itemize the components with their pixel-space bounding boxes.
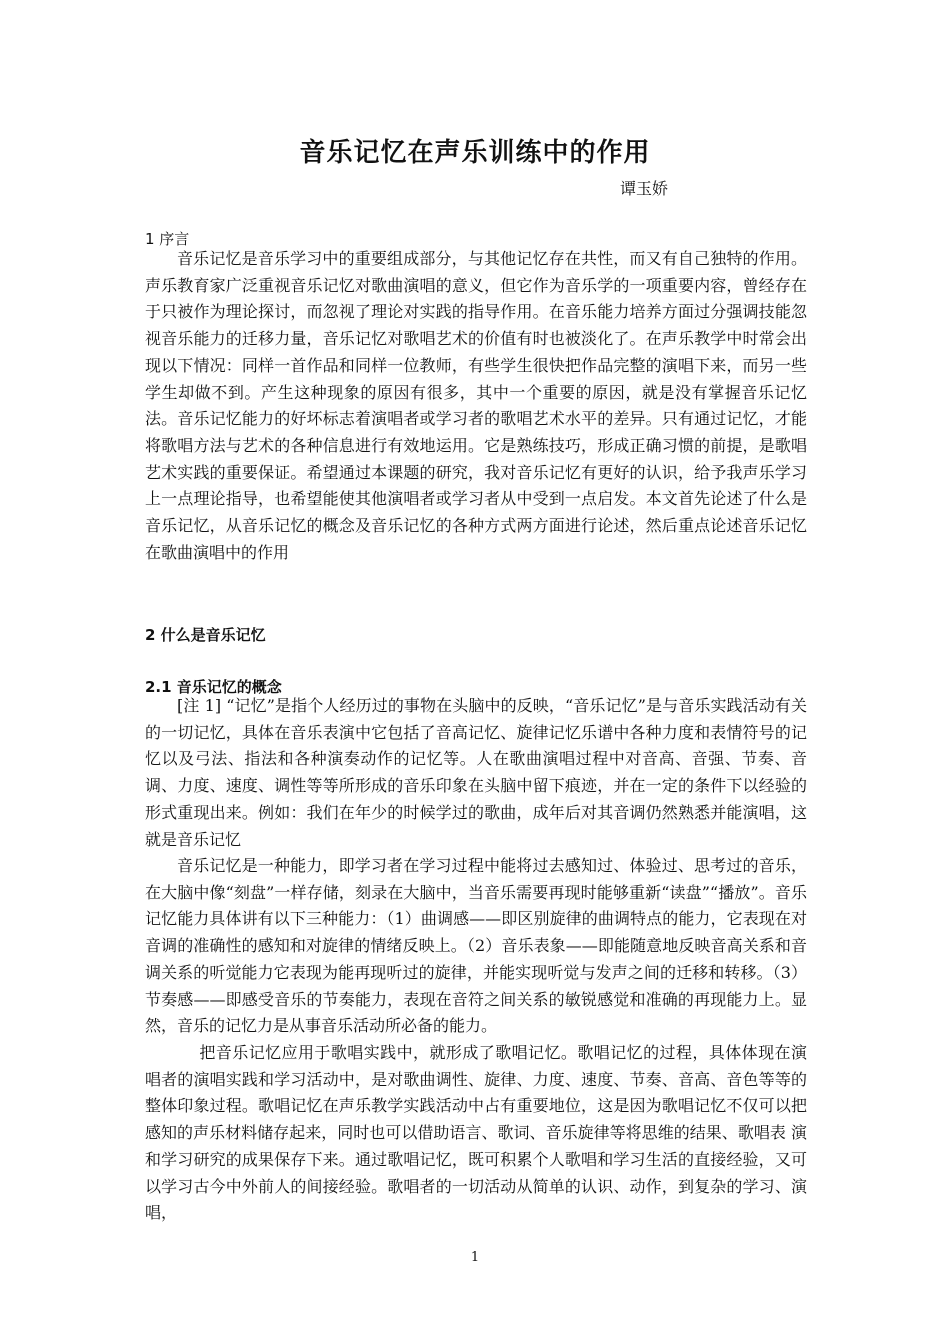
section-1-heading: 1 序言	[145, 230, 190, 248]
section-1-paragraph: 音乐记忆是音乐学习中的重要组成部分，与其他记忆存在共性，而又有自己独特的作用。声乐教育家广泛重视音乐记忆对歌曲演唱的意义，但它作为音乐学的一项重要内容，曾经存在于只被作为理论探讨，而忽视了理论对实践的指导作用。在音乐能力培养方面过分强调技能忽视音乐能力的迁移力量，音乐记忆对歌唱艺术的价值有时也被淡化了。在声乐教学中时常会出现以下情况：同样一首作品和同样一位教师，有些学生很快把作品完整的演唱下来，而另一些学生却做不到。产生这种现象的原因有很多，其中一个重要的原因，就是没有掌握音乐记忆法。音乐记忆能力的好坏标志着演唱者或学习者的歌唱艺术水平的差异。只有通过记忆，才能将歌唱方法与艺术的各种信息进行有效地运用。它是熟练技巧，形成正确习惯的前提，是歌唱艺术实践的重要保证。希望通过本课题的研究，我对音乐记忆有更好的认识，给予我声乐学习上一点理论指导，也希望能使其他演唱者或学习者从中受到一点启发。本文首先论述了什么是音乐记忆，从音乐记忆的概念及音乐记忆的各种方式两方面进行论述，然后重点论述音乐记忆在歌曲演唱中的作用	[145, 249, 807, 562]
author-name: 谭玉娇	[620, 179, 669, 198]
section-2-heading: 2 什么是音乐记忆	[145, 626, 266, 644]
page-number: 1	[470, 1250, 480, 1265]
section-2-1-heading: 2.1 音乐记忆的概念	[145, 678, 282, 696]
section-2-1-paragraph-1: [注 1] “记忆”是指个人经历过的事物在头脑中的反映，“音乐记忆”是与音乐实践活动有关的一切记忆，具体在音乐表演中它包括了音高记忆、旋律记忆乐谱中各种力度和表情符号的记忆以及弓法、指法和各种演奏动作的记忆等。人在歌曲演唱过程中对音高、音强、节奏、音调、力度、速度、调性等等所形成的音乐印象在头脑中留下痕迹，并在一定的条件下以经验的形式重现出来。例如：我们在年少的时候学过的歌曲，成年后对其音调仍然熟悉并能演唱，这就是音乐记忆	[145, 696, 807, 849]
section-2-1-paragraph-3: 把音乐记忆应用于歌唱实践中，就形成了歌唱记忆。歌唱记忆的过程，具体体现在演唱者的演唱实践和学习活动中，是对歌曲调性、旋律、力度、速度、节奏、音高、音色等等的整体印象过程。歌唱记忆在声乐教学实践活动中占有重要地位，这是因为歌唱记忆不仅可以把感知的声乐材料储存起来，同时也可以借助语言、歌词、音乐旋律等将思维的结果、歌唱表 演和学习研究的成果保存下来。通过歌唱记忆，既可积累个人歌唱和学习生活的直接经验，又可以学习古今中外前人的间接经验。歌唱者的一切活动从简单的认识、动作，到复杂的学习、演唱，	[145, 1043, 807, 1223]
document-title: 音乐记忆在声乐训练中的作用	[299, 138, 651, 168]
section-2-1-paragraph-2: 音乐记忆是一种能力，即学习者在学习过程中能将过去感知过、体验过、思考过的音乐，在大脑中像“刻盘”一样存储，刻录在大脑中，当音乐需要再现时能够重新“读盘”“播放”。音乐记忆能力具体讲有以下三种能力：（1）曲调感——即区别旋律的曲调特点的能力，它表现在对音调的准确性的感知和对旋律的情绪反映上。（2）音乐表象——即能随意地反映音高关系和音调关系的听觉能力它表现为能再现听过的旋律，并能实现听觉与发声之间的迁移和转移。（3）节奏感——即感受音乐的节奏能力，表现在音符之间关系的敏锐感觉和准确的再现能力上。显然，音乐的记忆力是从事音乐活动所必备的能力。	[145, 856, 807, 1036]
